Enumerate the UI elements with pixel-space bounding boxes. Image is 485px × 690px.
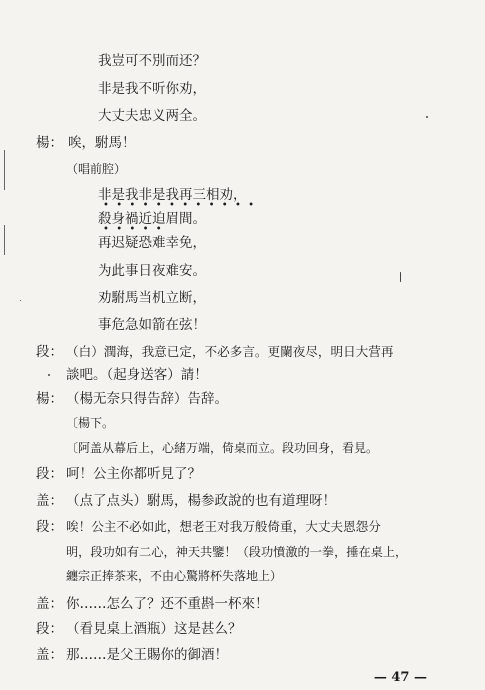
dialogue-line: 那……是父王賜你的御酒！	[66, 647, 228, 663]
scan-edge-mark	[4, 150, 5, 190]
dialogue-line: 唉，駙馬！	[68, 135, 136, 151]
speaker-label: 盖：	[36, 596, 63, 612]
speaker-label: 楊：	[36, 135, 63, 151]
dialogue-line: （点了点头）駙馬，楊参政說的也有道理呀！	[66, 493, 336, 509]
stage-direction: 〔阿盖从幕后上，心緒万端，倚桌而立。段功回身，看見。	[66, 441, 379, 455]
speaker-label: 段：	[36, 621, 63, 637]
verse-line: 事危急如箭在弦！	[98, 317, 206, 333]
scan-edge-mark	[4, 225, 5, 255]
dialogue-line: 呵！公主你都听見了？	[66, 466, 201, 482]
page-number: — 47 —	[373, 670, 427, 685]
scan-speck	[400, 272, 401, 282]
verse-line: 为此事日夜难安。	[98, 263, 206, 279]
speaker-label: 楊：	[36, 391, 63, 407]
speaker-label: 段：	[36, 466, 63, 482]
speaker-label: 段：	[36, 519, 63, 535]
emphasis-dots: ••••••••••••	[103, 200, 262, 211]
verse-line: 非是我不听你劝，	[98, 81, 206, 97]
verse-line: 大丈夫忠义两全。	[98, 108, 206, 124]
dialogue-line: （楊无奈只得告辞）告辞。	[66, 391, 228, 407]
verse-line: 劝駙馬当机立断，	[98, 290, 206, 306]
scan-speck	[20, 300, 21, 301]
scan-speck	[426, 116, 428, 118]
stage-direction: 〔楊下。	[66, 416, 115, 430]
dialogue-line: 談吧。（起身送客）請！	[66, 367, 208, 383]
verse-line: 再迟疑恐难幸免，	[98, 235, 206, 251]
verse-line: 我豈可不別而还？	[98, 53, 206, 69]
dialogue-line: 唉！公主不必如此，想老王对我万般倚重，大丈夫恩怨分	[66, 519, 381, 534]
scan-speck	[48, 374, 50, 376]
dialogue-line: （白）潤海，我意已定，不必多言。更闌夜尽，明日大营再	[66, 344, 394, 359]
speaker-label: 盖：	[36, 647, 63, 663]
dialogue-line: 你……怎么了？还不重斟一杯來！	[66, 596, 269, 612]
stage-direction: 纏宗正捧茶来，不由心驚將杯失落地上）	[66, 569, 283, 583]
speaker-label: 盖：	[36, 493, 63, 509]
dialogue-line: （看見桌上酒瓶）这是甚么？	[66, 621, 242, 637]
dialogue-line: 明，段功如有二心，神天共鑒！（段功憤激的一拳，捶在桌上，	[66, 545, 408, 559]
stage-direction: （唱前腔）	[66, 162, 127, 176]
emphasis-dots: •••••	[103, 224, 169, 235]
verse-line: 非是我非是我再三相劝，	[98, 187, 247, 203]
verse-line: 殺身禍近迫眉間。	[98, 211, 206, 227]
speaker-label: 段：	[36, 344, 63, 360]
